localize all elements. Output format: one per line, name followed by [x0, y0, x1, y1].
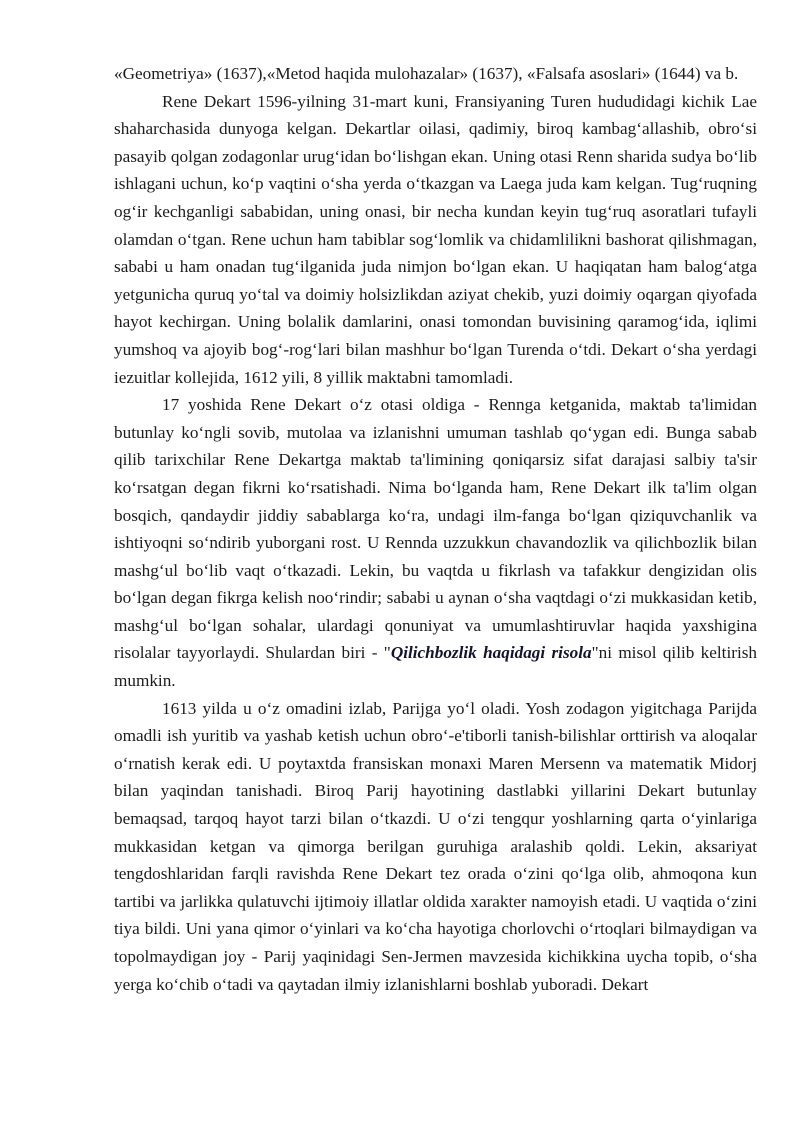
document-page	[114, 60, 757, 998]
paragraph-works-list: «Geometriya» (1637),«Metod haqida mulohazalar» (1637), «Falsafa asoslari» (1644) va b.	[114, 64, 739, 83]
paragraph-biography-early-life: Rene Dekart 1596-yilning 31-mart kuni, Fransiyaning Turen hududidagi kichik Lae shaharchasida dunyoga kelgan. Dekartlar oilasi, qadimiy, biroq kambag‘allashib, obro‘si pasayib qolgan zodagonlar urug‘idan bo‘lishgan ekan. Uning otasi Renn sharida sudya bo‘lib ishlagani uchun, ko‘p vaqtini o‘sha yerda o‘tkazgan va Laega juda kam kelgan. Tug‘ruqning og‘ir kechganligi sababidan, uning onasi, bir necha kundan keyin tug‘ruq asoratlari tufayli olamdan o‘tgan. Rene uchun ham tabiblar sog‘lomlik va chidamlilikni bashorat qilishmagan, sababi u ham onadan tug‘ilganida juda nimjon bo‘lgan ekan. U haqiqatan ham balog‘atga yetgunicha quruq yo‘tal va doimiy holsizlikdan aziyat chekib, yuzi doimiy oqargan qiyofada hayot kechirgan. Uning bolalik damlarini, onasi tomondan buvisining qaramog‘ida, iqlimi yumshoq va ajoyib bog‘-rog‘lari bilan mashhur bo‘lgan Turenda o‘tdi. Dekart o‘sha yerdagi iezuitlar kollejida, 1612 yili, 8 yillik maktabni tamomladi.	[114, 91, 757, 387]
emphasized-title: Qilichbozlik haqidagi risola	[390, 643, 592, 663]
paragraph-text: 17 yoshida Rene Dekart o‘z otasi oldiga - Rennga ketganida, maktab ta'limidan butunlay ko‘ngli sovib, mutolaa va izlanishni umuman tashlab qo‘ygan edi. Bunga sabab qilib tarixchilar Rene Dekartga maktab ta'limining qoniqarsiz sifat darajasi salbiy ta'sir ko‘rsatgan degan fikrni ko‘rsatishadi. Nima bo‘lganda ham, Rene Dekart ilk ta'lim olgan bosqich, qandaydir jiddiy sabablarga ko‘ra, undagi ilm-fanga bo‘lgan qiziquvchanlik va ishtiyoqni so‘ndirib yuborgani rost. U Rennda uzzukkun chavandozlik va qilichbozlik bilan mashg‘ul bo‘lib vaqt o‘tkazadi. Lekin, bu vaqtda u fikrlash va tafakkur dengizidan olis bo‘lgan degan fikrga kelish noo‘rindir; sababi u aynan o‘sha vaqtdagi o‘zi mukkasidan ketib, mashg‘ul bo‘lgan sohalar, ulardagi qonuniyat va umumlashtiruvlar haqida yaxshigina risolalar tayyorlaydi. Shulardan biri - "	[114, 395, 757, 663]
paragraph-text: "ni misol qilib keltirish mumkin.	[114, 643, 758, 691]
paragraph-biography-youth	[114, 391, 757, 695]
paragraph-biography-paris: 1613 yilda u o‘z omadini izlab, Parijga yo‘l oladi. Yosh zodagon yigitchaga Parijda omadli ish yuritib va yashab ketish uchun obro‘-e'tiborli tanish-bilishlar orttirish va aloqalar o‘rnatish kerak edi. U poytaxtda fransiskan monaxi Maren Mersenn va matematik Midorj bilan yaqindan tanishadi. Biroq Parij hayotining dastlabki yillarini Dekart butunlay bemaqsad, tarqoq hayot tarzi bilan o‘tkazdi. U o‘zi tengqur yoshlarning qarta o‘yinlariga mukkasidan ketgan va qimorga berilgan guruhiga aralashib qoldi. Lekin, aksariyat tengdoshlaridan farqli ravishda Rene Dekart tez orada o‘zini qo‘lga olib, ahmoqona kun tartibi va jarlikka qulatuvchi ijtimoiy illatlar oldida xarakter namoyish etadi. U vaqtida o‘zini tiya bildi. Uni yana qimor o‘yinlari va ko‘cha hayotiga chorlovchi o‘rtoqlari bilmaydigan va topolmaydigan joy - Parij yaqinidagi Sen-Jermen mavzesida kichikkina uycha topib, o‘sha yerga ko‘chib o‘tadi va qaytadan ilmiy izlanishlarni boshlab yuboradi. Dekart	[114, 698, 757, 994]
